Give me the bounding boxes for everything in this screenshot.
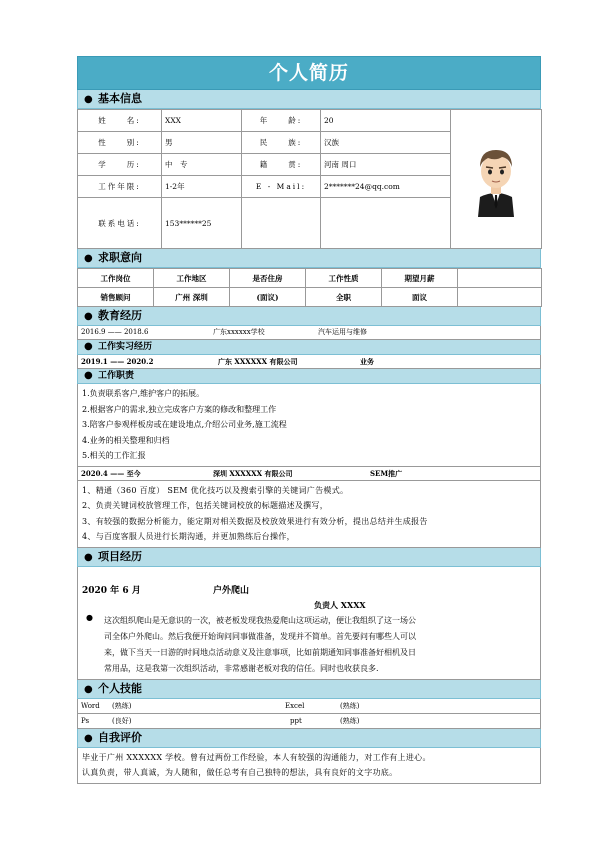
duty-item: 3.陪客户参观样板房或在建设地点,介绍公司业务,施工流程 [82,420,287,429]
job2-duties-list [77,481,541,548]
intent-header: 期望月薪 [382,269,458,288]
job-role: SEM推广 [370,468,403,478]
email-value: 2*******24@qq.com [321,176,451,198]
duty-item: 1.负责联系客户,维护客户的拓展。 [82,389,205,398]
phone-value: 153******25 [162,198,242,249]
name-value: XXX [162,110,242,132]
skill-level: (熟练) [112,701,132,710]
section-label: 自我评价 [98,730,142,744]
name-label: 姓 名: [78,110,162,132]
self-eval-line: 认真负责，带人真诚，为人随和，做任总考有自己独特的想法，具有良好的文字功底。 [82,768,398,777]
section-label: 项目经历 [98,549,142,563]
age-value: 20 [321,110,451,132]
section-internship [77,340,541,355]
duty-item: 3、有较强的数据分析能力，能定期对相关数据及校放效果进行有效分析，提出总结并生成报告 [82,516,428,526]
job-role: 业务 [360,357,374,366]
intent-value: 广州 深圳 [154,288,230,307]
project-line: 常用品，这是我第一次组织活动，非常感谢老板对我的信任。同时也收获良多. [104,663,379,673]
project-block [77,567,541,680]
years-value: 1-2年 [162,176,242,198]
intent-header: 工作性质 [306,269,382,288]
section-self-eval [77,729,541,748]
basic-info-table [77,109,542,249]
job-company: 深圳 XXXXXX 有限公司 [213,468,293,478]
intent-header: 工作地区 [154,269,230,288]
project-description [104,613,542,677]
bullet-icon: ● [84,732,93,744]
education-label: 学 历: [78,154,162,176]
skill-level: (良好) [112,716,132,725]
bullet-icon: ● [86,612,93,622]
age-label: 年 龄: [242,110,321,132]
intent-header: 工作岗位 [78,269,154,288]
education-value: 中 专 [162,154,242,176]
job-period: 2019.1 —— 2020.2 [81,357,154,366]
education-major: 汽车运用与维修 [318,328,367,336]
page-title: 个人简历 [77,56,541,90]
avatar [466,139,526,217]
bullet-icon: ● [84,94,93,105]
section-label: 教育经历 [98,309,142,322]
duty-item: 2.根据客户的需求,独立完成客户方案的修改和整理工作 [82,404,277,414]
intent-table [77,268,542,307]
email-label: E - Mail: [242,176,321,198]
education-school: 广东xxxxxx学校 [213,328,265,336]
self-eval-text [77,748,541,784]
section-label: 基本信息 [98,92,142,105]
intent-value: (面议) [230,288,306,307]
bullet-icon: ● [84,253,93,264]
empty-cell [458,288,542,307]
education-row [77,326,541,340]
intent-value: 销售顾问 [78,288,154,307]
section-projects [77,548,541,567]
skill-name: Ps [81,716,90,725]
section-label: 个人技能 [98,681,142,695]
duty-item: 4、与百度客服人员进行长期沟通，并更加熟练后台操作， [82,532,295,541]
job-row [77,355,541,369]
project-line: 司全体户外爬山。然后我便开始询问同事做准备，发现并不简单。首先要问有哪些人可以 [104,631,416,641]
project-lead: 负责人 XXXX [314,599,366,610]
bullet-icon: ● [84,683,93,695]
project-line: 来，做下当天一日游的时间地点活动意义及注意事项，比如前期通知同事准备好相机及日 [104,647,416,657]
job-row [77,467,541,481]
ethnicity-label: 民 族: [242,132,321,154]
hometown-value: 河南 周口 [321,154,451,176]
section-basic-info [77,90,541,109]
duty-item: 1、精通（360 百度） SEM 优化技巧以及搜索引擎的关键词广告模式。 [82,485,349,495]
job-company: 广东 XXXXXX 有限公司 [218,357,298,366]
empty-cell [321,198,451,249]
section-label: 工作实习经历 [98,342,153,352]
hometown-label: 籍 贯: [242,154,321,176]
section-intent [77,249,541,268]
skill-level: (熟练) [340,701,360,710]
bullet-icon: ● [84,551,93,563]
duty-item: 5.相关的工作汇报 [82,451,146,460]
skill-name: Word [81,701,100,710]
duty-item: 4.业务的相关整理和归档 [82,435,170,445]
bullet-icon: ● [84,370,93,381]
bullet-icon: ● [84,341,93,352]
photo-cell [451,110,542,249]
intent-header: 是否住房 [230,269,306,288]
empty-cell [458,269,542,288]
skill-name: Excel [285,701,305,710]
project-line: 这次组织爬山是无意识的一次，被老板发现我热爱爬山这项运动，便让我组织了这一场公 [104,615,416,625]
gender-value: 男 [162,132,242,154]
self-eval-line: 毕业于广州 XXXXXX 学校。曾有过两份工作经验，本人有较强的沟通能力，对工作有上进心。 [82,752,431,762]
section-label: 工作职责 [98,371,135,381]
job-period: 2020.4 —— 至今 [81,468,141,478]
skills-row [77,699,541,714]
skill-name: ppt [290,716,302,725]
section-label: 求职意向 [98,251,142,264]
skills-row [77,714,541,729]
bullet-icon: ● [84,311,93,322]
years-label: 工作年限: [78,176,162,198]
skill-level: (熟练) [340,716,360,725]
section-skills [77,680,541,699]
section-education [77,307,541,326]
duty-item: 2、负责关键词校放管理工作，包括关键词校放的标题描述及撰写， [82,501,329,510]
project-name: 户外爬山 [213,585,250,596]
duties-list [77,384,541,467]
section-duties [77,369,541,384]
education-period: 2016.9 —— 2018.6 [81,328,149,336]
intent-value: 全职 [306,288,382,307]
resume-page [77,56,541,784]
project-date: 2020 年 6 月 [82,585,141,596]
gender-label: 性 别: [78,132,162,154]
ethnicity-value: 汉族 [321,132,451,154]
empty-cell [242,198,321,249]
intent-value: 面议 [382,288,458,307]
phone-label: 联系电话: [78,198,162,249]
